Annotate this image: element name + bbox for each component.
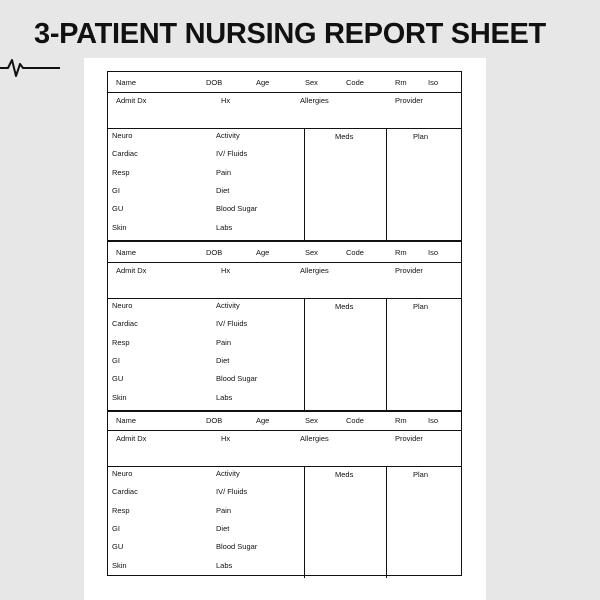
field-label-admit-dx: Admit Dx [116,96,147,105]
patient-block-2 [108,242,461,410]
care-label-pain: Pain [216,338,232,347]
field-label-sex: Sex [305,416,318,425]
field-label-age: Age [256,416,270,425]
row-divider [108,430,461,431]
care-label-iv-fluids: IV/ Fluids [216,487,248,496]
row-divider [108,262,461,263]
patient-body [108,128,461,240]
care-label-blood-sugar: Blood Sugar [216,374,258,383]
field-label-code: Code [346,416,364,425]
care-label-iv-fluids: IV/ Fluids [216,319,248,328]
system-label-gu: GU [112,374,124,383]
meds-column-divider [304,298,305,410]
page-title: 3-PATIENT NURSING REPORT SHEET [34,18,546,50]
field-label-code: Code [346,248,364,257]
field-label-name: Name [116,416,137,425]
field-label-allergies: Allergies [300,96,329,105]
care-label-blood-sugar: Blood Sugar [216,204,258,213]
field-label-allergies: Allergies [300,434,329,443]
system-label-gu: GU [112,542,124,551]
plan-label: Plan [413,470,429,479]
field-label-iso: Iso [428,78,439,87]
field-label-rm: Rm [395,416,407,425]
meds-label: Meds [335,470,354,479]
system-label-skin: Skin [112,223,127,232]
care-label-blood-sugar: Blood Sugar [216,542,258,551]
row-divider [108,92,461,93]
patient-body [108,298,461,410]
system-label-resp: Resp [112,168,130,177]
system-label-skin: Skin [112,393,127,402]
system-label-gi: GI [112,524,120,533]
care-label-diet: Diet [216,356,230,365]
system-label-neuro: Neuro [112,469,133,478]
field-label-hx: Hx [221,434,231,443]
meds-label: Meds [335,302,354,311]
plan-label: Plan [413,132,429,141]
field-label-admit-dx: Admit Dx [116,266,147,275]
plan-column-divider [386,466,387,578]
field-label-sex: Sex [305,248,318,257]
care-label-activity: Activity [216,131,240,140]
field-label-rm: Rm [395,78,407,87]
field-label-provider: Provider [395,96,423,105]
care-label-diet: Diet [216,186,230,195]
field-label-age: Age [256,78,270,87]
field-label-iso: Iso [428,416,439,425]
report-form [107,71,462,576]
care-label-activity: Activity [216,469,240,478]
field-label-provider: Provider [395,266,423,275]
meds-label: Meds [335,132,354,141]
system-label-cardiac: Cardiac [112,149,138,158]
field-label-iso: Iso [428,248,439,257]
care-label-labs: Labs [216,561,233,570]
care-label-pain: Pain [216,168,232,177]
field-label-hx: Hx [221,96,231,105]
patient-block-3 [108,410,461,578]
care-label-labs: Labs [216,223,233,232]
system-label-gi: GI [112,186,120,195]
meds-column-divider [304,466,305,578]
system-label-cardiac: Cardiac [112,487,138,496]
field-label-name: Name [116,78,137,87]
care-label-activity: Activity [216,301,240,310]
system-label-cardiac: Cardiac [112,319,138,328]
system-label-gi: GI [112,356,120,365]
patient-body [108,466,461,578]
field-label-name: Name [116,248,137,257]
plan-column-divider [386,298,387,410]
field-label-dob: DOB [206,248,223,257]
field-label-hx: Hx [221,266,231,275]
field-label-dob: DOB [206,78,223,87]
field-label-age: Age [256,248,270,257]
field-label-sex: Sex [305,78,318,87]
care-label-labs: Labs [216,393,233,402]
system-label-neuro: Neuro [112,301,133,310]
field-label-rm: Rm [395,248,407,257]
meds-column-divider [304,128,305,240]
patient-block-1 [108,72,461,240]
system-label-skin: Skin [112,561,127,570]
field-label-code: Code [346,78,364,87]
care-label-iv-fluids: IV/ Fluids [216,149,248,158]
field-label-dob: DOB [206,416,223,425]
plan-column-divider [386,128,387,240]
system-label-neuro: Neuro [112,131,133,140]
care-label-diet: Diet [216,524,230,533]
care-label-pain: Pain [216,506,232,515]
system-label-resp: Resp [112,506,130,515]
system-label-gu: GU [112,204,124,213]
system-label-resp: Resp [112,338,130,347]
field-label-admit-dx: Admit Dx [116,434,147,443]
plan-label: Plan [413,302,429,311]
field-label-allergies: Allergies [300,266,329,275]
field-label-provider: Provider [395,434,423,443]
heartbeat-line-icon [0,50,60,80]
